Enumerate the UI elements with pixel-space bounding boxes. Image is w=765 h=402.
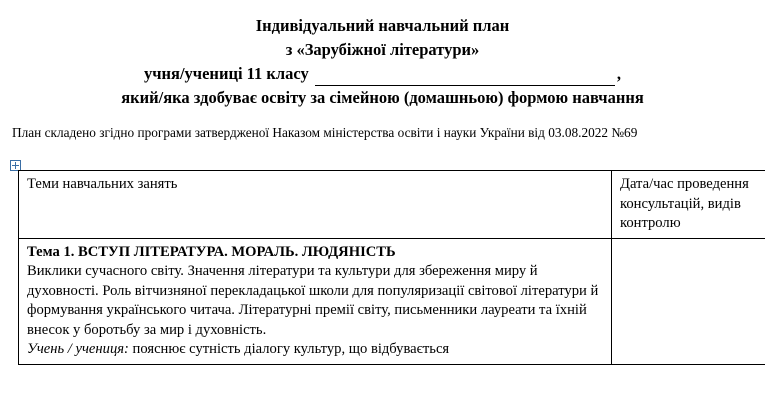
student-name-blank-line [315,71,615,86]
document-title-line-4: який/яка здобуває освіту за сімейною (домашньою) формою навчання [121,88,644,107]
document-title-line-3-suffix: , [616,64,622,83]
document-title-line-3 [0,62,765,86]
document-title-line-3-text: учня/учениці 11 класу [143,64,309,83]
table-header-row [19,171,765,239]
table-cell-topic[interactable] [19,238,612,364]
table-row [19,238,765,364]
document-title-block [0,0,765,110]
topic-outcome [27,340,605,360]
table-cell-date[interactable] [612,238,765,364]
document-title-line-1: Індивідуальний навчальний план [255,16,510,35]
topic-body: Виклики сучасного світу. Значення літератури та культури для збереження миру й духовності. Роль вітчизняної перекладацької школи для популяризації світової літератури й формування українського читача. Літературні премії світу, письменники лауреати та їхній внесок у боротьбу за мир і духовність. [27,263,599,338]
topic-title: Тема 1. ВСТУП ЛІТЕРАТУРА. МОРАЛЬ. ЛЮДЯНІСТЬ [27,243,396,260]
table-header-topics: Теми навчальних занять [19,171,612,239]
topic-outcome-label: Учень / учениця: [27,341,129,357]
program-note: План складено згідно програми затвердженої Наказом міністерства освіти і науки України від 03.08.2022 №69 [12,125,638,140]
table-header-date: Дата/час проведення консультацій, видів контролю [612,171,765,239]
document-title-line-2: з «Зарубіжної літератури» [285,40,480,59]
topic-outcome-text: пояснює сутність діалогу культур, що відбувається [128,341,450,357]
study-plan-table [18,170,765,365]
